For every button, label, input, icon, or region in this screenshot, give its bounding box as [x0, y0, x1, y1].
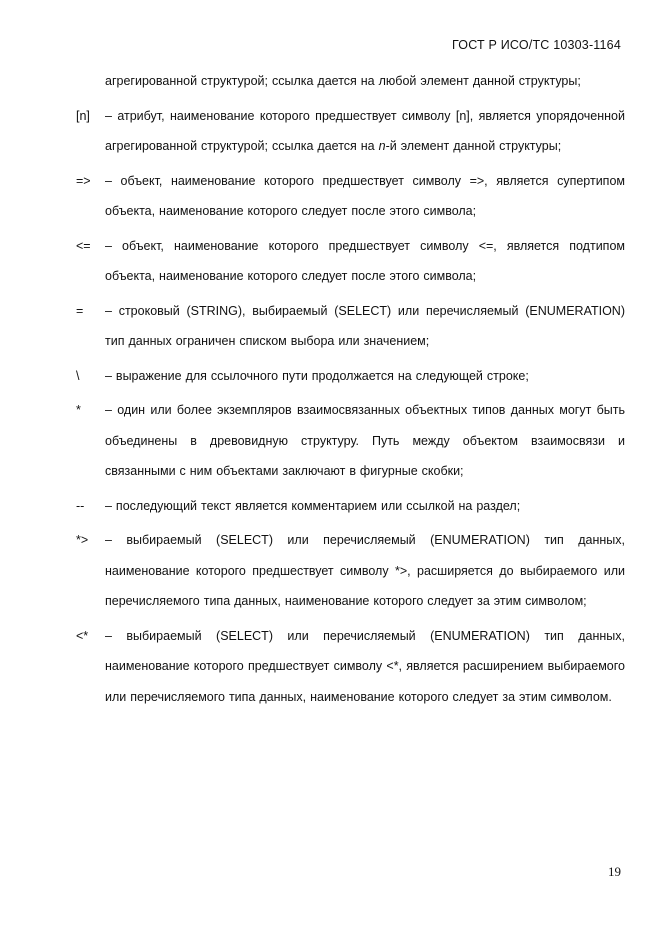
entry-symbol: =	[76, 303, 84, 318]
list-item-line-continuation	[76, 361, 625, 392]
continuation-text: агрегированной структурой; ссылка дается на любой элемент данной структуры;	[105, 74, 581, 88]
entry-text-part: -й элемент данной структуры;	[385, 139, 562, 153]
entry-text-part: – атрибут, наименование которого предшествует символу [n], является упорядоченной агрегированной структурой; ссылка дается на	[105, 108, 625, 153]
entry-text: – выбираемый (SELECT) или перечисляемый (ENUMERATION) тип данных, наименование которого предшествует символу *>, расширяется до выбираемого или перечисляемого типа данных, наименование которого следует за этим символом;	[105, 533, 625, 608]
entry-symbol: --	[76, 498, 85, 513]
entry-symbol: \	[76, 368, 80, 383]
entry-text-italic: n	[378, 139, 386, 153]
list-item-supertype	[76, 166, 625, 227]
list-item-subtype	[76, 231, 625, 292]
entry-text: – выражение для ссылочного пути продолжается на следующей строке;	[105, 368, 529, 383]
entry-symbol: [n]	[76, 108, 90, 123]
entry-text: – строковый (STRING), выбираемый (SELECT) или перечисляемый (ENUMERATION) тип данных ограничен списком выбора или значением;	[105, 303, 625, 348]
entry-text: – последующий текст является комментарием или ссылкой на раздел;	[105, 498, 521, 513]
list-item-tree-structure	[76, 395, 625, 487]
document-header: ГОСТ Р ИСО/ТС 10303-1164	[452, 38, 621, 52]
entry-text: – один или более экземпляров взаимосвязанных объектных типов данных могут быть объединены в древовидную структуру. Путь между объектом взаимосвязи и связанными с ним объектами заключают в фигурные скобки;	[105, 403, 625, 478]
page-number: 19	[608, 864, 621, 879]
entry-text: – объект, наименование которого предшествует символу =>, является супертипом объекта, наименование которого следует после этого символа;	[105, 173, 625, 218]
symbol-list	[76, 66, 625, 712]
entry-symbol: =>	[76, 173, 91, 188]
entry-symbol: *>	[76, 533, 89, 547]
entry-text: – выбираемый (SELECT) или перечисляемый (ENUMERATION) тип данных, наименование которого предшествует символу <*, является расширением выбираемого или перечисляемого типа данных, наименование которого следует за этим символом.	[105, 628, 625, 704]
entry-symbol: <*	[76, 628, 89, 643]
list-item-extension	[76, 621, 625, 713]
list-item-comment	[76, 491, 625, 522]
entry-text	[105, 101, 625, 162]
entry-text: – объект, наименование которого предшествует символу <=, является подтипом объекта, наименование которого следует после этого символа;	[105, 238, 625, 283]
list-item-ordered-aggregate	[76, 101, 625, 162]
entry-symbol: <=	[76, 238, 91, 253]
list-item-extends	[76, 525, 625, 617]
list-item-constraint	[76, 296, 625, 357]
entry-symbol: *	[76, 403, 81, 417]
